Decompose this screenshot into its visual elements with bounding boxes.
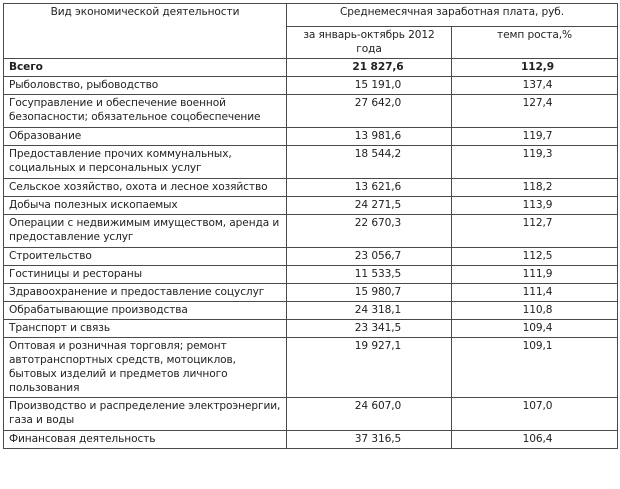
row-growth: 111,4 (522, 286, 553, 298)
row-growth: 137,4 (522, 79, 553, 91)
table-row (4, 320, 618, 338)
table-row (4, 398, 618, 431)
wage-table (3, 3, 618, 449)
row-growth: 106,4 (522, 433, 553, 445)
row-wage: 23 341,5 (354, 322, 402, 334)
row-wage: 27 642,0 (354, 97, 402, 109)
row-label: Обрабатывающие производства (4, 302, 287, 320)
row-label: Здравоохранение и предоставление соцуслуг (4, 284, 287, 302)
table-row (4, 146, 618, 179)
row-growth: 112,5 (522, 250, 553, 262)
row-label: Госуправление и обеспечение военной безопасности; обязательное соцобеспечение (4, 95, 287, 128)
table-row (4, 284, 618, 302)
row-growth: 113,9 (522, 199, 553, 211)
table-row (4, 338, 618, 398)
table-row (4, 179, 618, 197)
table-row-total (4, 59, 618, 77)
table-row (4, 431, 618, 449)
row-growth: 107,0 (522, 400, 553, 412)
row-wage: 24 271,5 (354, 199, 402, 211)
row-label: Операции с недвижимым имуществом, аренда и предоставление услуг (4, 215, 287, 248)
header-row (4, 4, 618, 27)
row-wage: 21 827,6 (352, 61, 404, 73)
row-label: Добыча полезных ископаемых (4, 197, 287, 215)
row-wage: 24 318,1 (354, 304, 402, 316)
row-growth: 112,9 (520, 61, 554, 73)
row-wage: 13 981,6 (354, 130, 402, 142)
row-growth: 112,7 (522, 217, 553, 229)
row-wage: 15 191,0 (354, 79, 402, 91)
row-growth: 118,2 (522, 181, 553, 193)
row-label: Сельское хозяйство, охота и лесное хозяйство (4, 179, 287, 197)
row-label: Транспорт и связь (4, 320, 287, 338)
row-label: Финансовая деятельность (4, 431, 287, 449)
row-growth: 127,4 (522, 97, 553, 109)
row-wage: 13 621,6 (354, 181, 402, 193)
row-wage: 23 056,7 (354, 250, 402, 262)
row-wage: 15 980,7 (354, 286, 402, 298)
row-growth: 109,1 (522, 340, 553, 352)
row-growth: 110,8 (522, 304, 553, 316)
row-growth: 119,7 (522, 130, 553, 142)
row-label: Производство и распределение электроэнергии, газа и воды (4, 398, 287, 431)
header-wage-group: Среднемесячная заработная плата, руб. (287, 4, 618, 27)
row-label: Образование (4, 128, 287, 146)
row-wage: 18 544,2 (354, 148, 402, 160)
row-label: Рыболовство, рыбоводство (4, 77, 287, 95)
header-activity: Вид экономической деятельности (4, 4, 287, 59)
header-growth: темп роста,% (452, 27, 618, 59)
table-row (4, 95, 618, 128)
row-growth: 109,4 (522, 322, 553, 334)
row-label: Предоставление прочих коммунальных, социальных и персональных услуг (4, 146, 287, 179)
row-wage: 19 927,1 (354, 340, 402, 352)
table-row (4, 248, 618, 266)
row-wage: 22 670,3 (354, 217, 402, 229)
row-label: Гостиницы и рестораны (4, 266, 287, 284)
table-row (4, 128, 618, 146)
row-wage: 24 607,0 (354, 400, 402, 412)
table-row (4, 77, 618, 95)
row-growth: 111,9 (522, 268, 553, 280)
header-period: за январь-октябрь 2012 года (287, 27, 452, 59)
row-growth: 119,3 (522, 148, 553, 160)
row-wage: 37 316,5 (354, 433, 402, 445)
table-row (4, 215, 618, 248)
row-label: Оптовая и розничная торговля; ремонт автотранспортных средств, мотоциклов, бытовых изделий и предметов личного пользования (4, 338, 287, 398)
row-label: Всего (4, 59, 287, 77)
row-wage: 11 533,5 (354, 268, 402, 280)
table-row (4, 302, 618, 320)
table-row (4, 266, 618, 284)
row-label: Строительство (4, 248, 287, 266)
table-row (4, 197, 618, 215)
